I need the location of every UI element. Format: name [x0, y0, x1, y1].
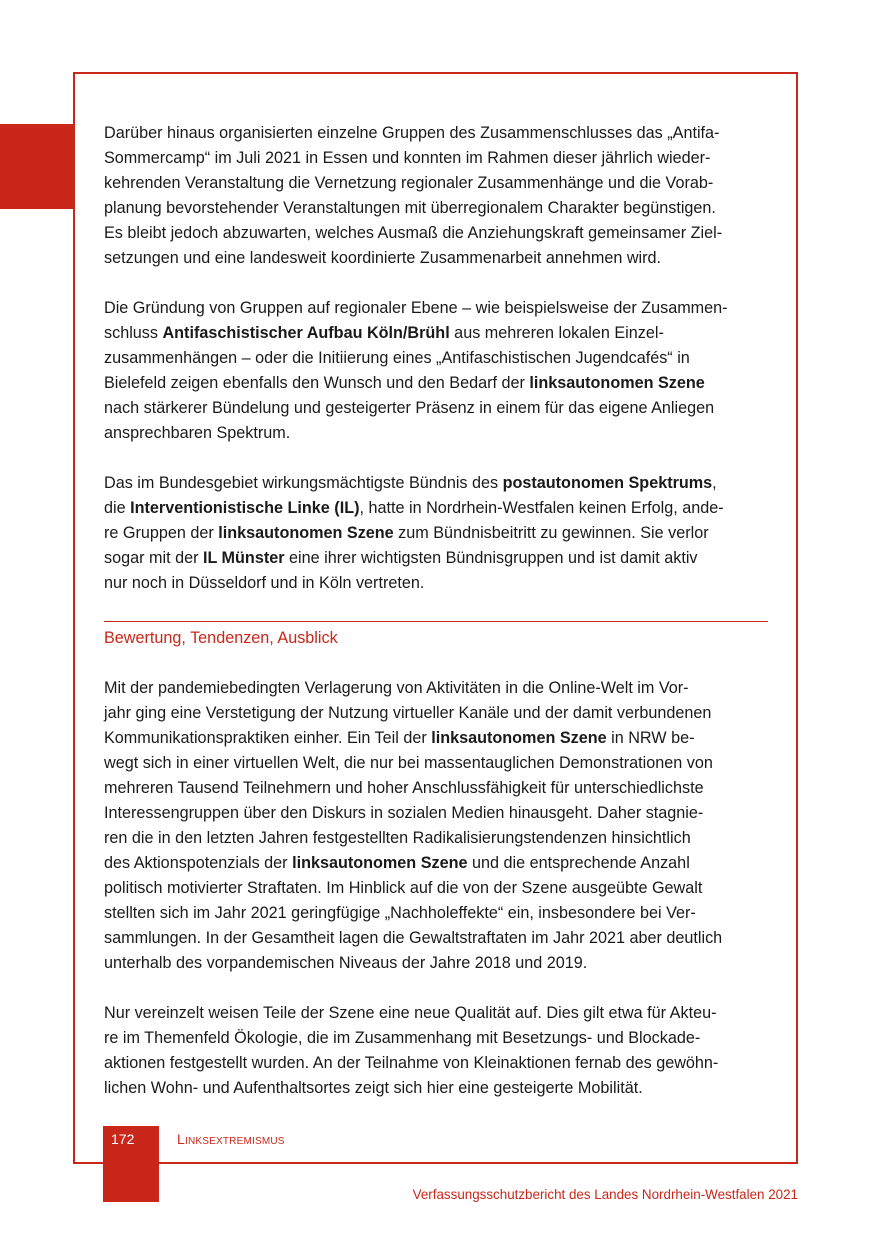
- text-run: planung bevorstehender Veranstaltungen mit überregionalem Charakter begünstigen.: [104, 199, 716, 217]
- text-run: Nur vereinzelt weisen Teile der Szene eine neue Qualität auf. Dies gilt etwa für Akteu-: [104, 1004, 717, 1022]
- text-run: unterhalb des vorpandemischen Niveaus der Jahre 2018 und 2019.: [104, 954, 588, 972]
- text-run: mehreren Tausend Teilnehmern und hoher Anschlussfähigkeit für unterschiedlichste: [104, 779, 704, 797]
- bold-term: linksautonomen Szene: [431, 729, 607, 747]
- text-run: Kommunikationspraktiken einher. Ein Teil der: [104, 729, 432, 747]
- text-run: Darüber hinaus organisierten einzelne Gruppen des Zusammenschlusses das „Antifa-: [104, 124, 720, 142]
- text-run: stellten sich im Jahr 2021 geringfügige „Nachholeffekte“ ein, insbesondere bei Ver-: [104, 904, 696, 922]
- text-run: die: [104, 499, 131, 517]
- text-run: politisch motivierter Straftaten. Im Hinblick auf die von der Szene ausgeübte Gewalt: [104, 879, 703, 897]
- text-run: Sommercamp“ im Juli 2021 in Essen und konnten im Rahmen dieser jährlich wieder-: [104, 149, 711, 167]
- text-run: Interessengruppen über den Diskurs in sozialen Medien hinausgeht. Daher stagnie-: [104, 804, 704, 822]
- footer-publication-title: Verfassungsschutzbericht des Landes Nordrhein-Westfalen 2021: [412, 1187, 798, 1202]
- text-run: lichen Wohn- und Aufenthaltsortes zeigt sich hier eine gesteigerte Mobilität.: [104, 1079, 643, 1097]
- bold-term: linksautonomen Szene: [218, 524, 394, 542]
- text-run: schluss: [104, 324, 163, 342]
- text-run: Das im Bundesgebiet wirkungsmächtigste Bündnis des: [104, 474, 503, 492]
- paragraphs-bottom: [104, 676, 768, 1101]
- bold-term: Antifaschistischer Aufbau Köln/Brühl: [162, 324, 450, 342]
- paragraph: [104, 1001, 768, 1101]
- text-run: sammlungen. In der Gesamtheit lagen die Gewaltstraftaten im Jahr 2021 aber deutlich: [104, 929, 723, 947]
- paragraph: [104, 121, 768, 271]
- text-run: setzungen und eine landesweit koordinierte Zusammenarbeit annehmen wird.: [104, 249, 661, 267]
- text-run: nach stärkerer Bündelung und gesteigerter Präsenz in einem für das eigene Anliegen: [104, 399, 715, 417]
- text-run: zum Bündnisbeitritt zu gewinnen. Sie verlor: [393, 524, 709, 542]
- text-run: Es bleibt jedoch abzuwarten, welches Ausmaß die Anziehungskraft gemeinsamer Ziel-: [104, 224, 723, 242]
- text-run: nur noch in Düsseldorf und in Köln vertreten.: [104, 574, 425, 592]
- text-run: sogar mit der: [104, 549, 203, 567]
- text-run: kehrenden Veranstaltung die Vernetzung regionaler Zusammenhänge und die Vorab-: [104, 174, 714, 192]
- paragraph: [104, 471, 768, 596]
- bold-term: linksautonomen Szene: [529, 374, 705, 392]
- text-run: Die Gründung von Gruppen auf regionaler Ebene – wie beispielsweise der Zusammen-: [104, 299, 728, 317]
- text-run: eine ihrer wichtigsten Bündnisgruppen und ist damit aktiv: [284, 549, 698, 567]
- bold-term: Interventionistische Linke (IL): [130, 499, 360, 517]
- text-run: ansprechbaren Spektrum.: [104, 424, 291, 442]
- page-number: 172: [111, 1131, 135, 1147]
- bold-term: IL Münster: [202, 549, 285, 567]
- text-run: re Gruppen der: [104, 524, 219, 542]
- text-run: jahr ging eine Verstetigung der Nutzung virtueller Kanäle und der damit verbundenen: [104, 704, 712, 722]
- text-run: zusammenhängen – oder die Initiierung eines „Antifaschistischen Jugendcafés“ in: [104, 349, 690, 367]
- text-run: aktionen festgestellt wurden. An der Teilnahme von Kleinaktionen fernab des gewöhn-: [104, 1054, 719, 1072]
- bold-term: linksautonomen Szene: [292, 854, 468, 872]
- text-run: wegt sich in einer virtuellen Welt, die nur bei massentauglichen Demonstrationen von: [104, 754, 713, 772]
- text-run: in NRW be-: [606, 729, 695, 747]
- text-run: Bielefeld zeigen ebenfalls den Wunsch und den Bedarf der: [104, 374, 530, 392]
- text-run: ren die in den letzten Jahren festgestellten Radikalisierungstendenzen hinsichtlich: [104, 829, 691, 847]
- text-run: Mit der pandemiebedingten Verlagerung von Aktivitäten in die Online-Welt im Vor-: [104, 679, 689, 697]
- text-run: ,: [712, 474, 717, 492]
- paragraph: [104, 296, 768, 446]
- chapter-label: Linksextremismus: [177, 1131, 285, 1147]
- main-text: [104, 121, 768, 1126]
- text-run: und die entsprechende Anzahl: [467, 854, 690, 872]
- paragraphs-top: [104, 121, 768, 596]
- section-divider: [104, 621, 768, 622]
- section-heading: Bewertung, Tendenzen, Ausblick: [104, 629, 338, 647]
- paragraph: [104, 676, 768, 976]
- text-run: re im Themenfeld Ökologie, die im Zusammenhang mit Besetzungs- und Blockade-: [104, 1029, 701, 1047]
- text-run: , hatte in Nordrhein-Westfalen keinen Erfolg, ande-: [359, 499, 724, 517]
- text-run: des Aktionspotenzials der: [104, 854, 293, 872]
- bold-term: postautonomen Spektrums: [502, 474, 713, 492]
- chapter-tab-marker: [0, 124, 75, 209]
- text-run: aus mehreren lokalen Einzel-: [449, 324, 664, 342]
